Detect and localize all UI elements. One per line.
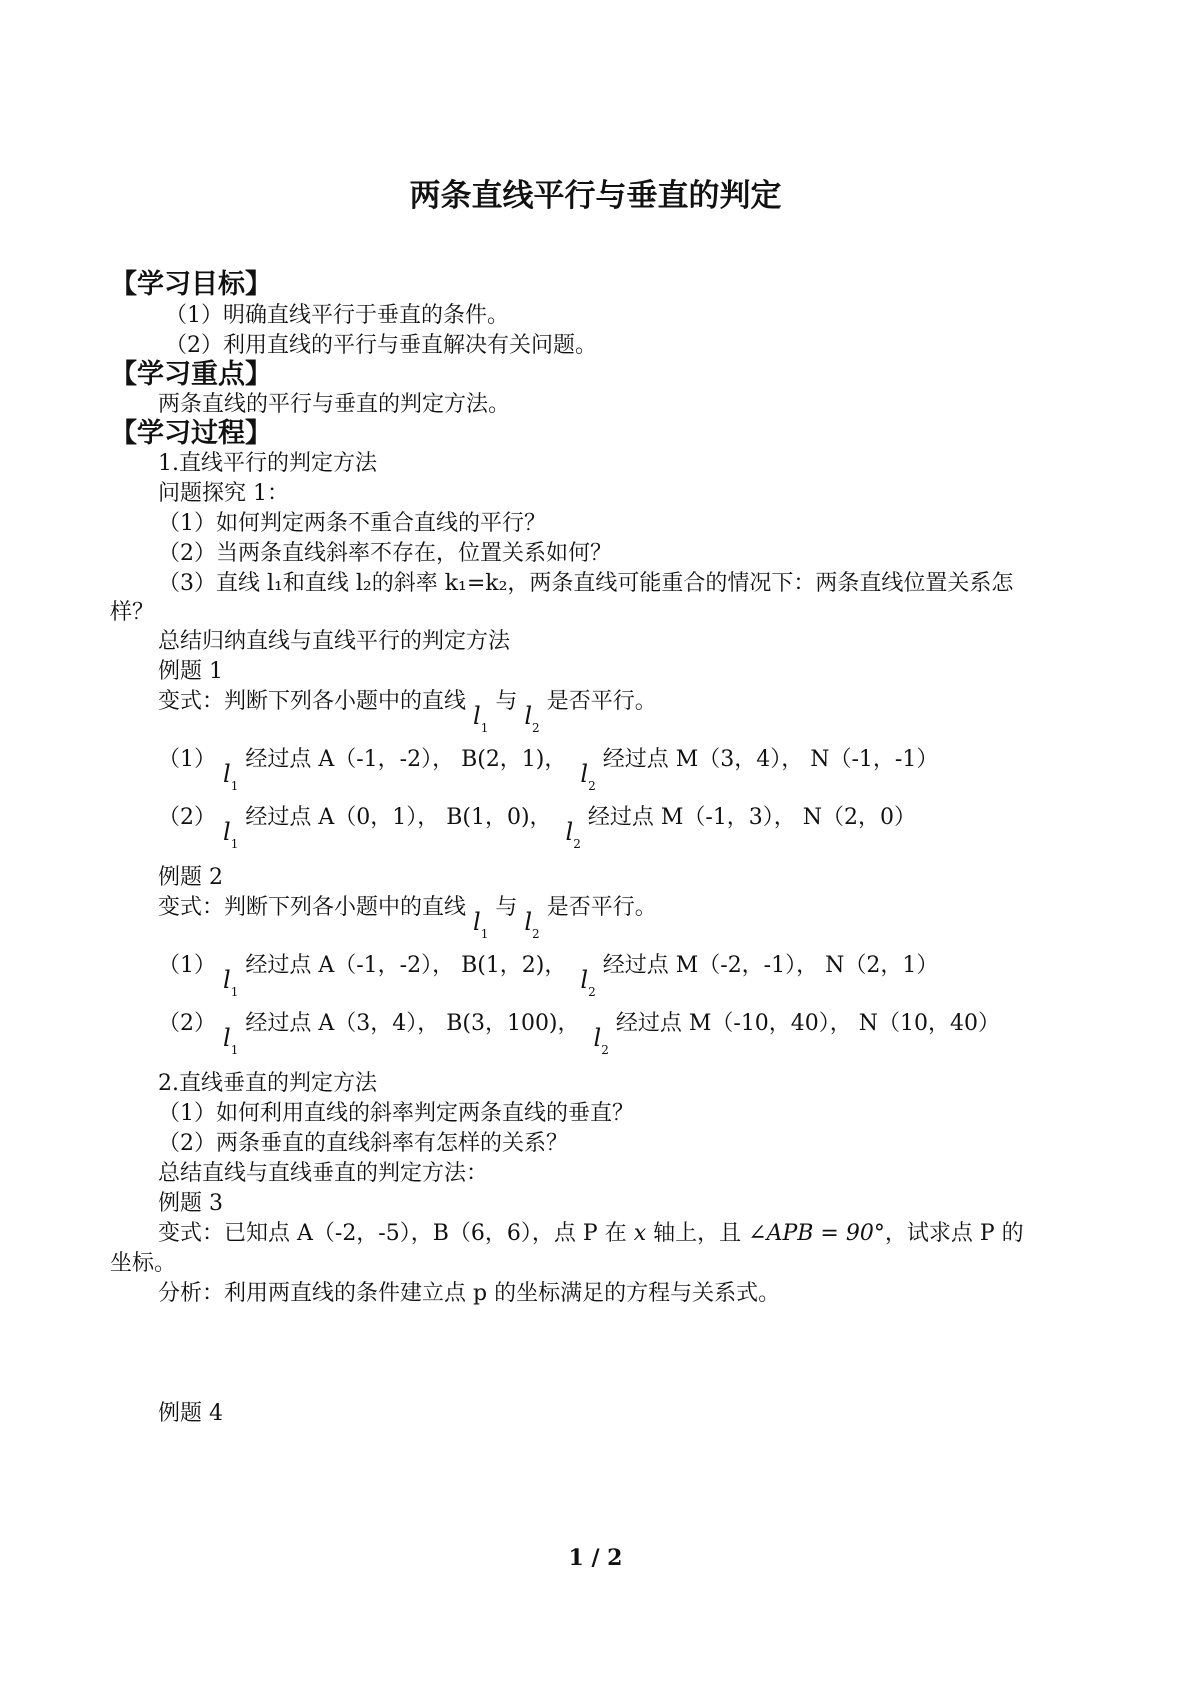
variant-3-cont: 坐标。 — [110, 1251, 177, 1276]
example-4-label: 例题 4 — [158, 1401, 223, 1426]
line-l1-symbol: $l_1$ — [223, 1024, 239, 1057]
question-3a: （3）直线 l₁和直线 l₂的斜率 k₁=k₂，两条直线可能重合的情况下：两条直线位置关系怎 — [158, 571, 1014, 596]
focus-1: 两条直线的平行与垂直的判定方法。 — [158, 392, 511, 417]
question-1: （1）如何判定两条不重合直线的平行？ — [158, 511, 546, 536]
example-3-label: 例题 3 — [158, 1191, 223, 1216]
goal-2: （2）利用直线的平行与垂直解决有关问题。 — [165, 333, 597, 358]
summary-perpendicular: 总结直线与直线垂直的判定方法： — [158, 1161, 489, 1186]
perpendicular-heading: 2.直线垂直的判定方法 — [158, 1071, 377, 1096]
line-l2-symbol: $l_2$ — [524, 702, 540, 735]
line-l2-symbol: $l_2$ — [565, 818, 581, 851]
line-l1-symbol: $l_1$ — [473, 702, 489, 735]
parallel-heading: 1.直线平行的判定方法 — [158, 451, 377, 476]
perp-question-1: （1）如何利用直线的斜率判定两条直线的垂直？ — [158, 1101, 634, 1126]
analysis: 分析：利用两直线的条件建立点 p 的坐标满足的方程与关系式。 — [158, 1281, 781, 1306]
line-l1-symbol: $l_1$ — [473, 908, 489, 941]
example-1-label: 例题 1 — [158, 659, 223, 684]
line-l2-symbol: $l_2$ — [593, 1024, 609, 1057]
section-focus-heading: 【学习重点】 — [110, 359, 272, 390]
example-2-item-2: （2） $l_1$ 经过点 A（3，4）， B(3，100)， $l_2$ 经过点 M（-10，40）， N（10，40） — [158, 1011, 1001, 1057]
page-title: 两条直线平行与垂直的判定 — [409, 178, 782, 214]
example-2-item-1: （1） $l_1$ 经过点 A（-1，-2）， B(1，2)， $l_2$ 经过点 M（-2，-1）， N（2，1） — [158, 953, 939, 999]
variant-2: 变式：判断下列各小题中的直线 $l_1$ 与 $l_2$ 是否平行。 — [158, 895, 657, 941]
page-number: 1 / 2 — [568, 1545, 623, 1571]
line-l2-symbol: $l_2$ — [580, 760, 596, 793]
summary-parallel: 总结归纳直线与直线平行的判定方法 — [158, 629, 511, 654]
angle-apb-equation: ∠APB = 90° — [748, 1221, 885, 1246]
variant-3: 变式：已知点 A（-2，-5），B（6，6），点 P 在 x 轴上，且 ∠APB = 90°，试求点 P 的 — [158, 1221, 1024, 1246]
line-l1-symbol: $l_1$ — [223, 760, 239, 793]
line-l1-symbol: $l_1$ — [223, 818, 239, 851]
x-variable: x — [633, 1221, 647, 1246]
question-2: （2）当两条直线斜率不存在，位置关系如何？ — [158, 541, 612, 566]
problem-explore: 问题探究 1： — [158, 481, 289, 506]
perp-question-2: （2）两条垂直的直线斜率有怎样的关系？ — [158, 1131, 568, 1156]
line-l2-symbol: $l_2$ — [580, 966, 596, 999]
section-process-heading: 【学习过程】 — [110, 418, 272, 449]
example-1-item-1: （1） $l_1$ 经过点 A（-1，-2）， B(2，1)， $l_2$ 经过点 M（3，4）， N（-1，-1） — [158, 747, 939, 793]
line-l2-symbol: $l_2$ — [524, 908, 540, 941]
goal-1: （1）明确直线平行于垂直的条件。 — [165, 303, 509, 328]
example-2-label: 例题 2 — [158, 865, 223, 890]
variant-1: 变式：判断下列各小题中的直线 $l_1$ 与 $l_2$ 是否平行。 — [158, 689, 657, 735]
example-1-item-2: （2） $l_1$ 经过点 A（0，1）， B(1，0)， $l_2$ 经过点 M（-1，3）， N（2，0） — [158, 805, 917, 851]
section-goals-heading: 【学习目标】 — [110, 269, 272, 300]
line-l1-symbol: $l_1$ — [223, 966, 239, 999]
question-3b: 样？ — [110, 600, 155, 625]
